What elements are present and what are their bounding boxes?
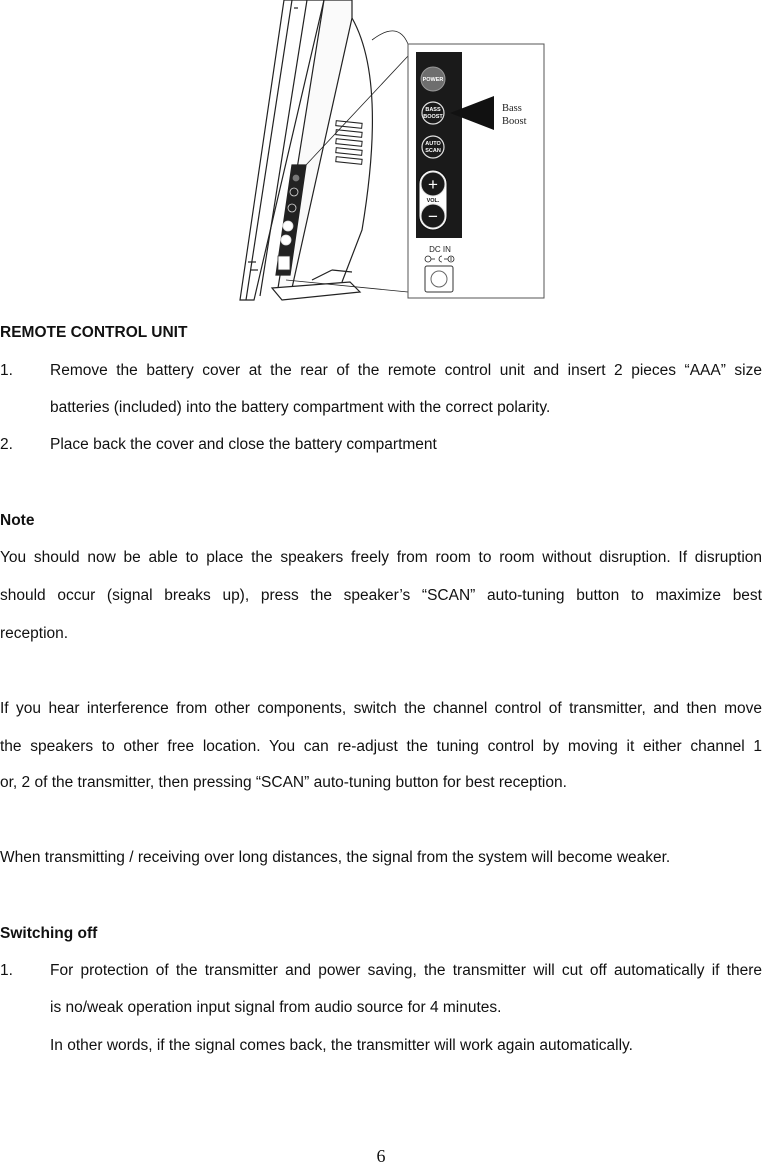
control-panel-detail <box>408 44 544 298</box>
note-p1-line-3: reception. <box>0 625 69 642</box>
callout-label-1: Bass <box>502 103 522 114</box>
auto-scan-label-2: SCAN <box>425 148 441 154</box>
switching-item-1-line-1: For protection of the transmitter and power saving, the transmitter will cut off automatically if there <box>50 962 762 979</box>
speaker-side-view <box>240 0 408 300</box>
bass-boost-label-2: BOOST <box>423 114 443 120</box>
volume-plus-label: + <box>428 175 438 194</box>
volume-label: VOL. <box>426 198 440 204</box>
switching-item-1-number: 1. <box>0 962 13 979</box>
remote-item-1-line-1: Remove the battery cover at the rear of the remote control unit and insert 2 pieces “AAA” size <box>50 362 762 379</box>
auto-scan-label-1: AUTO <box>425 141 441 147</box>
note-p2-line-3: or, 2 of the transmitter, then pressing “SCAN” auto-tuning button for best reception. <box>0 774 567 791</box>
remote-item-2-number: 2. <box>0 436 13 453</box>
note-p2-line-2: the speakers to other free location. You can re-adjust the tuning control by moving it either channel 1 <box>0 738 762 755</box>
dc-in-label: DC IN <box>429 245 451 254</box>
remote-item-1-line-2: batteries (included) into the battery compartment with the correct polarity. <box>50 399 551 416</box>
switching-heading: Switching off <box>0 925 98 942</box>
switching-item-1-line-2: is no/weak operation input signal from audio source for 4 minutes. <box>50 999 502 1016</box>
page-number: 6 <box>376 1146 386 1166</box>
remote-item-2-line-1: Place back the cover and close the battery compartment <box>50 436 437 453</box>
note-p1-line-2: should occur (signal breaks up), press the speaker’s “SCAN” auto-tuning button to maximize best <box>0 587 762 604</box>
note-p3-line-1: When transmitting / receiving over long distances, the signal from the system will become weaker. <box>0 849 671 866</box>
volume-minus-label: − <box>428 207 438 226</box>
auto-scan-button-icon <box>422 136 444 158</box>
note-p1-line-1: You should now be able to place the speakers freely from room to room without disruption. If disruption <box>0 549 762 566</box>
callout-label-2: Boost <box>502 116 527 127</box>
note-p2-line-1: If you hear interference from other components, switch the channel control of transmitter, and then move <box>0 700 762 717</box>
bass-boost-button-icon <box>422 102 444 124</box>
switching-item-1-line-3: In other words, if the signal comes back, the transmitter will work again automatically. <box>50 1037 633 1054</box>
note-heading: Note <box>0 512 35 529</box>
remote-heading: REMOTE CONTROL UNIT <box>0 324 188 341</box>
power-label: POWER <box>422 77 444 83</box>
remote-item-1-number: 1. <box>0 362 13 379</box>
speaker-illustration <box>212 0 550 312</box>
bass-boost-label-1: BASS <box>425 107 441 113</box>
